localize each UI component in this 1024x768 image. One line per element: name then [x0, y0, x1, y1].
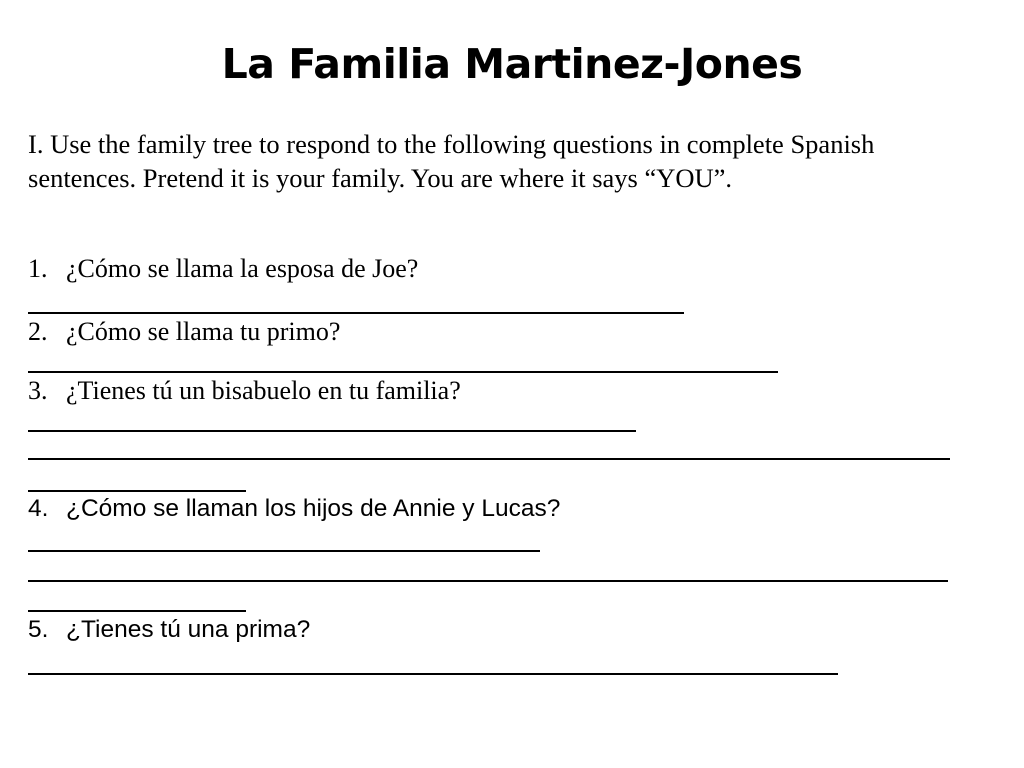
question-2-text: ¿Cómo se llama tu primo? — [66, 317, 341, 346]
question-4 — [28, 494, 560, 524]
answer-line-1a[interactable] — [28, 312, 684, 314]
answer-line-3c[interactable] — [28, 490, 246, 492]
answer-line-3a[interactable] — [28, 430, 636, 432]
question-3-number: 3. — [28, 376, 48, 405]
answer-line-4b[interactable] — [28, 580, 948, 582]
question-3-text: ¿Tienes tú un bisabuelo en tu familia? — [66, 376, 461, 405]
question-4-number: 4. — [28, 495, 49, 522]
question-1 — [28, 254, 418, 284]
question-2 — [28, 317, 340, 347]
answer-line-4c[interactable] — [28, 610, 246, 612]
answer-line-5a[interactable] — [28, 673, 838, 675]
question-5 — [28, 615, 310, 645]
instructions-text: I. Use the family tree to respond to the following questions in complete Spanish sentences. Pretend it is your family. You are where it says “YOU”. — [28, 129, 875, 193]
question-1-number: 1. — [28, 254, 48, 283]
question-5-number: 5. — [28, 616, 49, 643]
answer-line-4a[interactable] — [28, 550, 540, 552]
answer-line-2a[interactable] — [28, 371, 778, 373]
question-2-number: 2. — [28, 317, 48, 346]
question-5-text: ¿Tienes tú una prima? — [66, 616, 311, 643]
page-title: La Familia Martinez-Jones — [221, 40, 803, 88]
answer-line-3b[interactable] — [28, 458, 950, 460]
question-1-text: ¿Cómo se llama la esposa de Joe? — [66, 254, 419, 283]
question-4-text: ¿Cómo se llaman los hijos de Annie y Lucas? — [66, 495, 561, 522]
question-3 — [28, 376, 461, 406]
